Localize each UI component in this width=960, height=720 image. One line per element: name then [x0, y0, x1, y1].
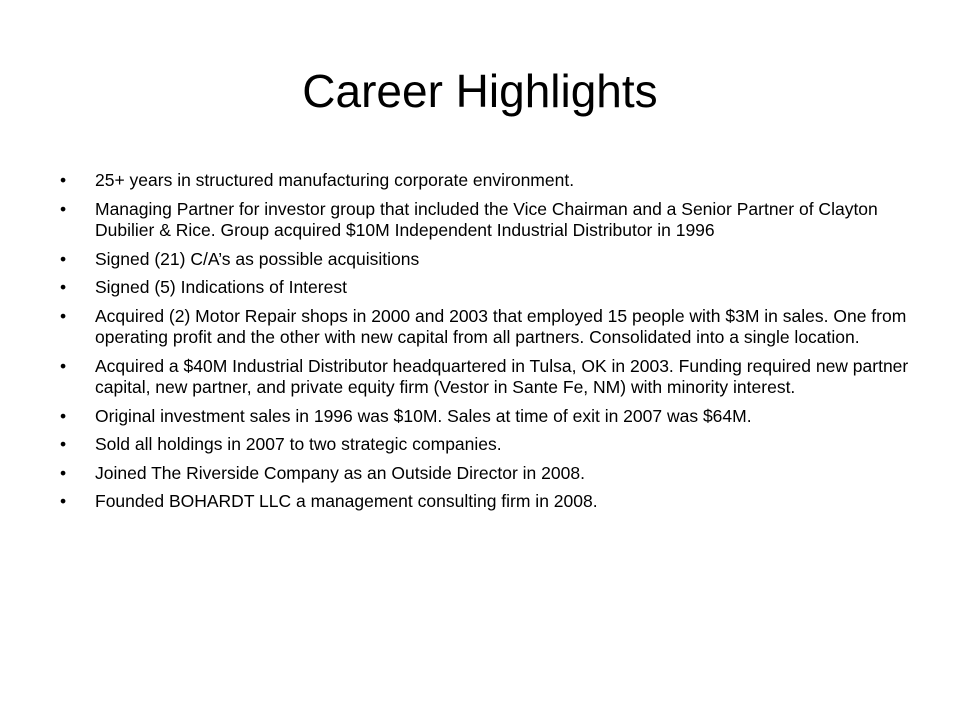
bullet-text: Founded BOHARDT LLC a management consulting firm in 2008.	[95, 491, 598, 511]
bullet-item	[60, 170, 910, 192]
bullet-icon: •	[60, 434, 67, 454]
bullet-item	[60, 199, 910, 242]
bullet-icon: •	[60, 305, 67, 326]
bullet-icon: •	[60, 355, 67, 376]
bullet-item	[60, 406, 910, 428]
bullet-icon: •	[60, 277, 67, 297]
slide-title: Career Highlights	[302, 65, 658, 117]
bullet-icon: •	[60, 491, 67, 511]
bullet-text: Managing Partner for investor group that included the Vice Chairman and a Senior Partner of Clayton Dubilier & Rice. Group acquired $10M Independent Industrial Distributor in 1996	[95, 198, 878, 240]
bullet-item	[60, 249, 910, 271]
bullet-item	[60, 491, 910, 513]
bullet-text: Original investment sales in 1996 was $10M. Sales at time of exit in 2007 was $64M.	[95, 405, 752, 426]
bullet-text: Acquired (2) Motor Repair shops in 2000 and 2003 that employed 15 people with $3M in sales. One from operating profit and the other with new capital from all partners. Consolidated into a single location.	[95, 305, 907, 347]
bullet-item	[60, 463, 910, 485]
bullet-text: Sold all holdings in 2007 to two strategic companies.	[95, 434, 502, 454]
bullet-text: Joined The Riverside Company as an Outside Director in 2008.	[95, 462, 585, 483]
bullet-item	[60, 277, 910, 299]
bullet-icon: •	[60, 462, 67, 483]
bullet-icon: •	[60, 405, 67, 426]
bullet-text: Acquired a $40M Industrial Distributor headquartered in Tulsa, OK in 2003. Funding required new partner capital, new partner, and private equity firm (Vestor in Sante Fe, NM) with minority interest.	[95, 355, 909, 397]
bullet-text: 25+ years in structured manufacturing corporate environment.	[95, 170, 575, 190]
bullet-list	[60, 170, 910, 520]
bullet-item	[60, 356, 910, 399]
bullet-icon: •	[60, 198, 67, 219]
bullet-item	[60, 434, 910, 456]
bullet-text: Signed (21) C/A’s as possible acquisitions	[95, 248, 420, 269]
bullet-icon: •	[60, 248, 67, 269]
bullet-text: Signed (5) Indications of Interest	[95, 277, 347, 297]
bullet-icon: •	[60, 170, 67, 190]
bullet-item	[60, 306, 910, 349]
